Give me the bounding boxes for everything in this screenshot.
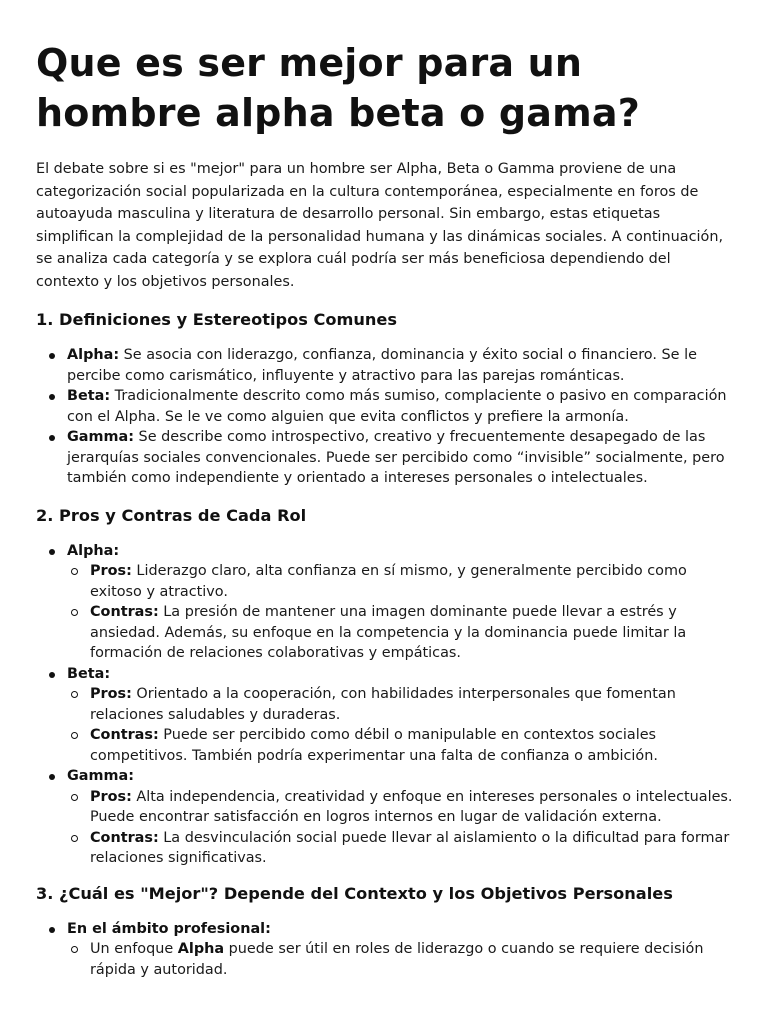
cons-item [67, 725, 736, 766]
pros-item [67, 787, 736, 828]
pros-label: Pros: [90, 788, 132, 805]
role-label: Beta: [67, 665, 111, 682]
section-3-heading: 3. ¿Cuál es "Mejor"? Depende del Contexto y los Objetivos Personales [36, 883, 673, 903]
context-label: En el ámbito profesional: [67, 920, 271, 937]
definition-item-beta [36, 386, 736, 427]
definition-item-gamma [36, 427, 736, 489]
context-text-after: puede ser útil en roles de liderazgo o cuando se requiere decisión rápida y autoridad. [90, 941, 704, 978]
pros-text: Alta independencia, creatividad y enfoque en intereses personales o intelectuales. Puede encontrar satisfacción en logros internos en lugar de validación externa. [90, 788, 733, 825]
cons-text: Puede ser percibido como débil o manipulable en contextos sociales competitivos. También podría experimentar una falta de confianza o ambición. [90, 727, 658, 764]
context-text-before: Un enfoque [90, 941, 178, 957]
cons-text: La desvinculación social puede llevar al aislamiento o la dificultad para formar relaciones significativas. [90, 829, 730, 866]
role-item-alpha [36, 541, 736, 664]
pros-item [67, 684, 736, 725]
cons-item [67, 828, 736, 869]
section-2-heading: 2. Pros y Contras de Cada Rol [36, 505, 307, 525]
context-term: Alpha [177, 941, 225, 957]
context-list [36, 919, 736, 981]
cons-text: La presión de mantener una imagen dominante puede llevar a estrés y ansiedad. Además, su enfoque en la competencia y la dominancia puede limitar la formación de relaciones colaborativas y empáticas. [90, 604, 687, 661]
definition-term: Alpha: [67, 347, 120, 363]
role-label: Gamma: [67, 768, 134, 784]
context-subitem [67, 939, 736, 980]
context-sublist [67, 939, 736, 980]
definition-text: Tradicionalmente descrito como más sumiso, complaciente o pasivo en comparación con el Alpha. Se le ve como alguien que evita conflictos y prefiere la armonía. [67, 388, 727, 425]
role-item-beta [36, 664, 736, 767]
definition-text: Se describe como introspectivo, creativo y frecuentemente desapegado de las jerarquías sociales convencionales. Puede ser percibido como “invisible” socialmente, pero también como independiente y orientado a intereses personales o intelectuales. [67, 429, 725, 486]
cons-label: Contras: [90, 604, 159, 620]
role-sublist [67, 684, 736, 766]
cons-label: Contras: [90, 829, 159, 846]
pros-label: Pros: [90, 563, 132, 579]
definition-item-alpha [36, 345, 736, 386]
definitions-list [36, 345, 736, 489]
pros-item [67, 561, 736, 602]
section-1-heading: 1. Definiciones y Estereotipos Comunes [36, 310, 398, 329]
role-sublist [67, 787, 736, 869]
role-sublist [67, 561, 736, 664]
role-item-gamma [36, 766, 736, 869]
page-title: Que es ser mejor para un hombre alpha beta o gama? [36, 41, 640, 135]
pros-label: Pros: [90, 686, 132, 702]
intro-paragraph: El debate sobre si es "mejor" para un hombre ser Alpha, Beta o Gamma proviene de una categorización social popularizada en la cultura contemporánea, especialmente en foros de autoayuda masculina y literatura de desarrollo personal. Sin embargo, estas etiquetas simplifican la complejidad de la personalidad humana y las dinámicas sociales. A continuación, se analiza cada categoría y se explora cuál podría ser más beneficiosa dependiendo del contexto y los objetivos personales. [36, 161, 724, 290]
pros-cons-list [36, 541, 736, 869]
pros-text: Liderazgo claro, alta confianza en sí mismo, y generalmente percibido como exitoso y atractivo. [90, 563, 687, 600]
definition-text: Se asocia con liderazgo, confianza, dominancia y éxito social o financiero. Se le percibe como carismático, influyente y atractivo para las parejas románticas. [67, 347, 697, 384]
context-item-professional [36, 919, 736, 981]
definition-term: Beta: [67, 388, 111, 404]
pros-text: Orientado a la cooperación, con habilidades interpersonales que fomentan relaciones saludables y duraderas. [90, 686, 676, 723]
document-page [36, 38, 736, 980]
cons-label: Contras: [90, 727, 159, 743]
role-label: Alpha: [67, 542, 120, 559]
cons-item [67, 602, 736, 664]
definition-term: Gamma: [67, 429, 134, 445]
